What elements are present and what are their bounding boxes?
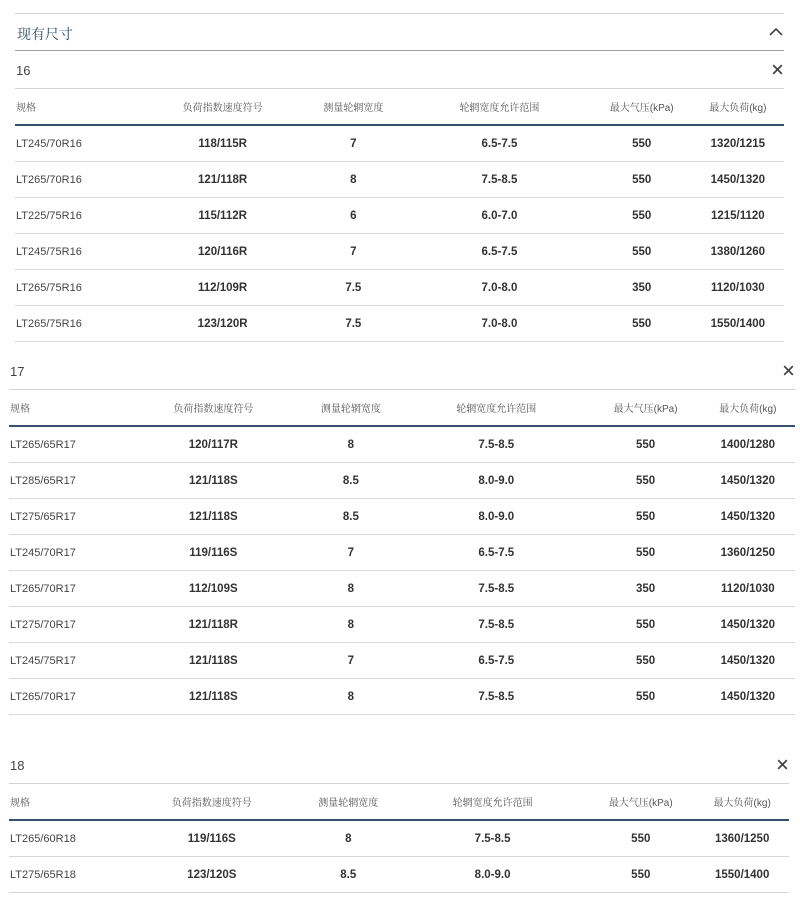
- table-cell: LT265/60R18: [9, 820, 126, 857]
- table-cell: 8: [300, 607, 402, 643]
- table-cell: 550: [586, 820, 695, 857]
- column-header: 负荷指数速度符号: [127, 390, 300, 426]
- column-header: 轮辋宽度允许范围: [399, 784, 586, 820]
- table-cell: 550: [591, 643, 701, 679]
- table-row: [9, 499, 795, 535]
- size-table: [9, 784, 789, 893]
- table-cell: 1450/1320: [701, 463, 795, 499]
- table-cell: LT265/75R16: [15, 270, 146, 306]
- column-header: 最大气压(kPa): [592, 89, 692, 125]
- table-cell: LT265/70R16: [15, 162, 146, 198]
- table-row: [9, 857, 789, 893]
- column-header: 测量轮辋宽度: [298, 784, 399, 820]
- section-label: 16: [16, 63, 31, 78]
- section-label: 18: [10, 758, 25, 773]
- size-table: [15, 89, 784, 342]
- table-cell: 119/116S: [126, 820, 298, 857]
- table-cell: 1380/1260: [692, 234, 784, 270]
- section-label: 17: [10, 364, 25, 379]
- table-row: [15, 125, 784, 162]
- column-header: 负荷指数速度符号: [146, 89, 300, 125]
- table-cell: 550: [591, 535, 701, 571]
- size-section-18: [9, 746, 789, 893]
- table-cell: LT265/70R17: [9, 571, 127, 607]
- table-row: [9, 426, 795, 463]
- table-cell: 550: [591, 499, 701, 535]
- table-cell: LT265/75R16: [15, 306, 146, 342]
- column-header: 测量轮辋宽度: [300, 390, 402, 426]
- section-header: [9, 352, 795, 390]
- table-cell: 8: [300, 679, 402, 715]
- table-cell: 1320/1215: [692, 125, 784, 162]
- table-cell: 7.5-8.5: [402, 571, 591, 607]
- available-sizes-title: 现有尺寸: [17, 26, 73, 42]
- close-icon[interactable]: [771, 63, 784, 76]
- table-cell: 550: [591, 679, 701, 715]
- table-cell: 7.5-8.5: [402, 679, 591, 715]
- table-cell: LT245/75R16: [15, 234, 146, 270]
- table-row: [9, 607, 795, 643]
- table-header-row: [9, 390, 795, 426]
- table-cell: 7: [300, 535, 402, 571]
- table-cell: 7.5: [300, 270, 408, 306]
- table-cell: 8: [300, 162, 408, 198]
- table-cell: 1450/1320: [701, 499, 795, 535]
- column-header: 最大气压(kPa): [591, 390, 701, 426]
- table-cell: LT245/70R17: [9, 535, 127, 571]
- table-cell: 550: [592, 162, 692, 198]
- section-header: [15, 51, 784, 89]
- table-row: [9, 463, 795, 499]
- column-header: 最大气压(kPa): [586, 784, 695, 820]
- table-cell: 120/117R: [127, 426, 300, 463]
- table-cell: 550: [592, 125, 692, 162]
- column-header: 最大负荷(kg): [701, 390, 795, 426]
- table-cell: LT275/70R17: [9, 607, 127, 643]
- table-row: [9, 571, 795, 607]
- table-cell: 8.5: [300, 499, 402, 535]
- table-cell: LT245/75R17: [9, 643, 127, 679]
- table-cell: 350: [592, 270, 692, 306]
- table-cell: 121/118R: [146, 162, 300, 198]
- table-cell: 7.5-8.5: [407, 162, 592, 198]
- table-cell: 550: [592, 306, 692, 342]
- table-cell: 123/120S: [126, 857, 298, 893]
- table-row: [15, 162, 784, 198]
- table-cell: 7.5-8.5: [399, 820, 586, 857]
- table-row: [9, 535, 795, 571]
- table-cell: 7: [300, 234, 408, 270]
- table-cell: 7.5-8.5: [402, 607, 591, 643]
- table-cell: 1360/1250: [695, 820, 789, 857]
- table-cell: 119/116S: [127, 535, 300, 571]
- table-cell: 7.5-8.5: [402, 426, 591, 463]
- available-sizes-header[interactable]: [15, 14, 784, 51]
- table-cell: 8.5: [300, 463, 402, 499]
- table-row: [15, 234, 784, 270]
- column-header: 规格: [15, 89, 146, 125]
- table-cell: 1360/1250: [701, 535, 795, 571]
- table-cell: 1450/1320: [692, 162, 784, 198]
- column-header: 最大负荷(kg): [692, 89, 784, 125]
- table-cell: 550: [586, 857, 695, 893]
- table-cell: 121/118S: [127, 463, 300, 499]
- table-row: [15, 198, 784, 234]
- table-cell: 8.0-9.0: [399, 857, 586, 893]
- table-cell: 121/118S: [127, 499, 300, 535]
- table-cell: 550: [591, 426, 701, 463]
- table-cell: LT225/75R16: [15, 198, 146, 234]
- table-header-row: [9, 784, 789, 820]
- table-cell: 550: [591, 463, 701, 499]
- table-cell: 118/115R: [146, 125, 300, 162]
- table-cell: 7: [300, 125, 408, 162]
- table-cell: 115/112R: [146, 198, 300, 234]
- column-header: 规格: [9, 390, 127, 426]
- table-cell: 1215/1120: [692, 198, 784, 234]
- table-cell: 8: [300, 426, 402, 463]
- column-header: 轮辋宽度允许范围: [407, 89, 592, 125]
- table-cell: LT275/65R18: [9, 857, 126, 893]
- table-cell: LT265/70R17: [9, 679, 127, 715]
- table-cell: LT265/65R17: [9, 426, 127, 463]
- table-cell: 350: [591, 571, 701, 607]
- table-row: [15, 270, 784, 306]
- table-cell: 7.5: [300, 306, 408, 342]
- table-cell: 8: [298, 820, 399, 857]
- section-header: [9, 746, 789, 784]
- table-cell: 6.5-7.5: [402, 535, 591, 571]
- table-cell: 1550/1400: [695, 857, 789, 893]
- column-header: 最大负荷(kg): [695, 784, 789, 820]
- table-cell: 1550/1400: [692, 306, 784, 342]
- table-cell: 1120/1030: [692, 270, 784, 306]
- table-row: [9, 820, 789, 857]
- close-icon[interactable]: [776, 758, 789, 771]
- table-cell: 121/118S: [127, 679, 300, 715]
- table-row: [9, 679, 795, 715]
- column-header: 测量轮辋宽度: [300, 89, 408, 125]
- table-row: [15, 306, 784, 342]
- table-cell: 550: [592, 198, 692, 234]
- column-header: 规格: [9, 784, 126, 820]
- table-cell: 6.5-7.5: [407, 234, 592, 270]
- table-cell: 1450/1320: [701, 607, 795, 643]
- column-header: 负荷指数速度符号: [126, 784, 298, 820]
- table-cell: 8.0-9.0: [402, 463, 591, 499]
- table-cell: 1120/1030: [701, 571, 795, 607]
- table-cell: 7.0-8.0: [407, 306, 592, 342]
- table-cell: 1400/1280: [701, 426, 795, 463]
- chevron-up-icon[interactable]: [768, 24, 784, 40]
- size-section-17: [9, 352, 795, 715]
- table-cell: LT285/65R17: [9, 463, 127, 499]
- table-cell: 6.5-7.5: [402, 643, 591, 679]
- table-cell: 123/120R: [146, 306, 300, 342]
- table-cell: 120/116R: [146, 234, 300, 270]
- table-cell: 6.0-7.0: [407, 198, 592, 234]
- column-header: 轮辋宽度允许范围: [402, 390, 591, 426]
- table-cell: 8.5: [298, 857, 399, 893]
- table-header-row: [15, 89, 784, 125]
- table-cell: 550: [591, 607, 701, 643]
- table-cell: 7: [300, 643, 402, 679]
- table-cell: 550: [592, 234, 692, 270]
- table-cell: 7.0-8.0: [407, 270, 592, 306]
- table-cell: LT275/65R17: [9, 499, 127, 535]
- table-row: [9, 643, 795, 679]
- table-cell: 8: [300, 571, 402, 607]
- table-cell: LT245/70R16: [15, 125, 146, 162]
- table-cell: 1450/1320: [701, 679, 795, 715]
- table-cell: 121/118R: [127, 607, 300, 643]
- table-cell: 112/109S: [127, 571, 300, 607]
- table-cell: 1450/1320: [701, 643, 795, 679]
- size-section-16: [15, 51, 784, 342]
- close-icon[interactable]: [782, 364, 795, 377]
- table-cell: 6: [300, 198, 408, 234]
- table-cell: 112/109R: [146, 270, 300, 306]
- table-cell: 121/118S: [127, 643, 300, 679]
- table-cell: 6.5-7.5: [407, 125, 592, 162]
- size-table: [9, 390, 795, 715]
- table-cell: 8.0-9.0: [402, 499, 591, 535]
